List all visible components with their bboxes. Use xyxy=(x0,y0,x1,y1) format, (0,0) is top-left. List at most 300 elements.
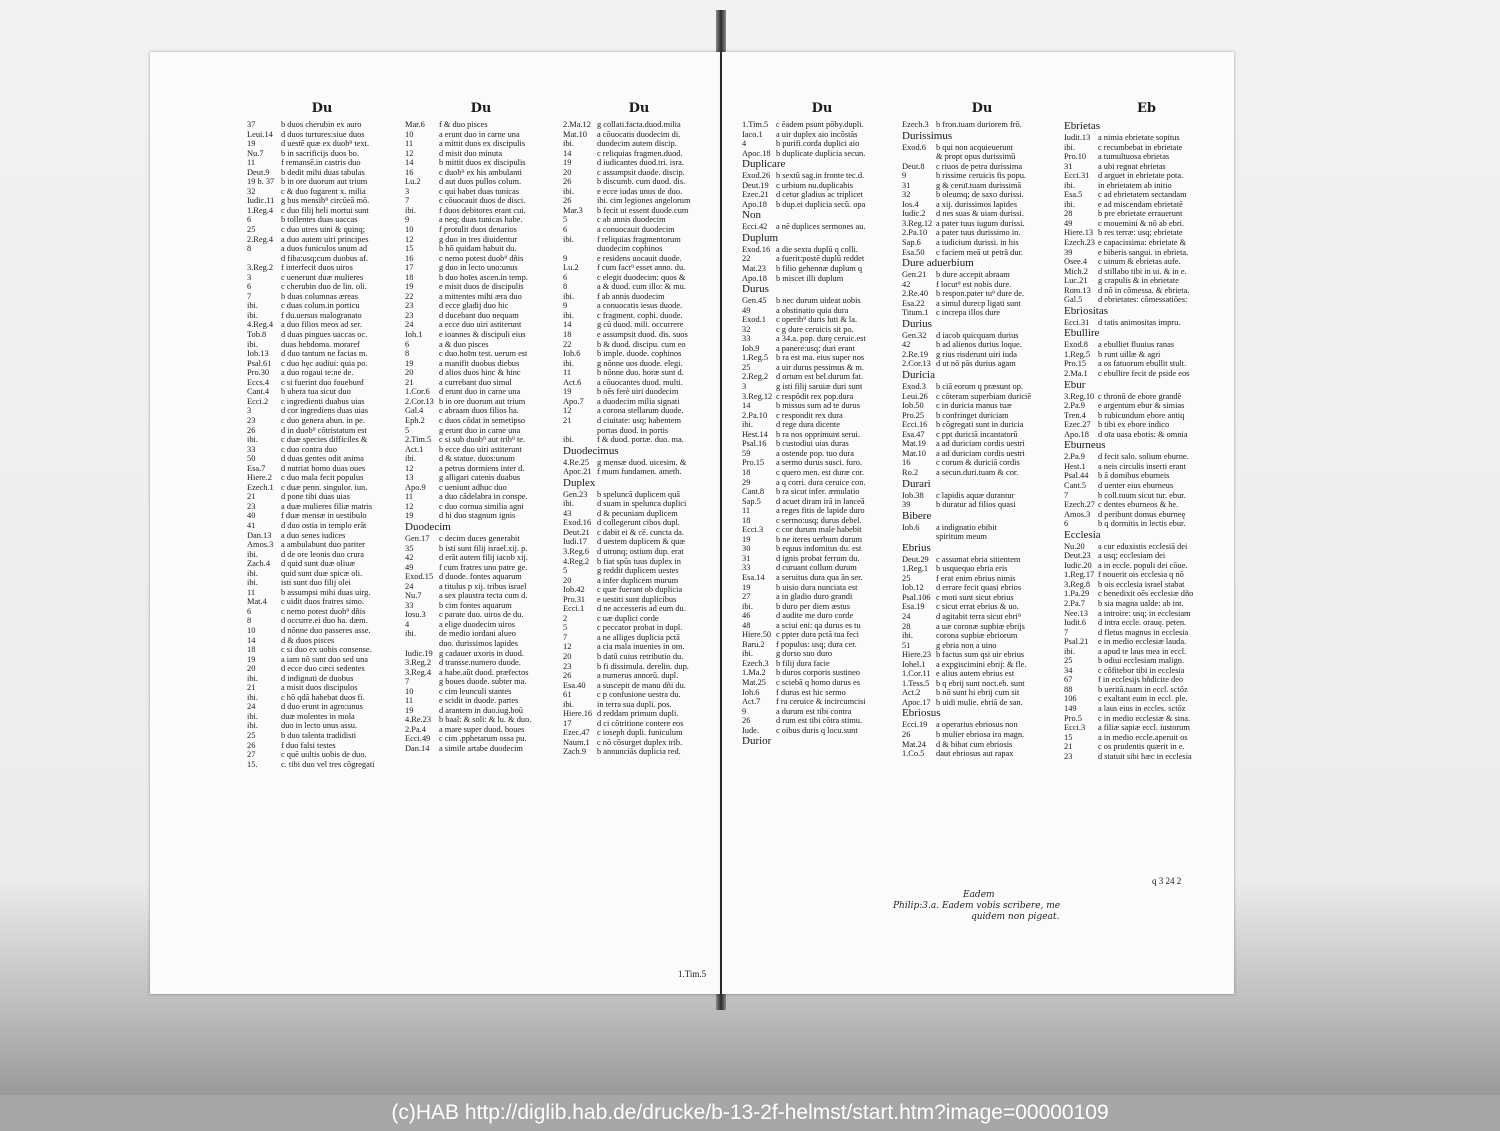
bible-reference: 4.Re.23 xyxy=(405,715,432,725)
quotation-text: b tollentes duas uaccas xyxy=(281,215,358,225)
quotation-text: d de ore leonis duo crura xyxy=(281,549,365,559)
concordance-line xyxy=(405,492,557,502)
quotation-text: d suam in spelunca duplici xyxy=(597,499,687,509)
concordance-line xyxy=(405,273,557,283)
concordance-line xyxy=(247,187,397,197)
concordance-line xyxy=(563,139,715,149)
quotation-text: c exaltant eum in eccl. ple. xyxy=(1098,694,1188,704)
quotation-text: b datū cuius retributio du. xyxy=(597,651,684,661)
concordance-line xyxy=(742,497,902,507)
bible-reference: 24 xyxy=(405,320,414,330)
quotation-text: d nōnne duo passeres asse. xyxy=(281,625,371,635)
quotation-text: a petrus dormiens inter d. xyxy=(439,463,525,473)
quotation-text: g bus mensib⁹ circūeā mō. xyxy=(281,196,370,206)
bible-reference: 2.Ma.12 xyxy=(563,120,591,129)
concordance-line xyxy=(1064,181,1229,191)
entry-heading-text: Eburneus xyxy=(1064,439,1106,452)
quotation-text: a ebulliet fluuius ranas xyxy=(1098,340,1175,350)
quotation-text: a tumultuosa ebrietas xyxy=(1098,152,1170,162)
bible-reference: 31 xyxy=(742,553,751,563)
concordance-line xyxy=(902,411,1062,421)
quotation-text: d statuit sibi hæc in ecclesia xyxy=(1098,751,1192,761)
quotation-text: d oīa uasa ebotis: & omnia xyxy=(1098,429,1188,439)
quotation-text: c cōteram superbiam duriciē xyxy=(936,391,1032,401)
quotation-text: c nō cōsurget duplex trib. xyxy=(597,737,683,747)
bible-reference: ibi. xyxy=(1064,199,1075,209)
concordance-line xyxy=(563,435,715,445)
concordance-line xyxy=(742,563,902,573)
quotation-text: a duo cādelabra in conspe. xyxy=(439,492,528,502)
quotation-text: de medio iordani alueo xyxy=(439,629,516,639)
quotation-text: c assumat ebria sitientem xyxy=(936,554,1021,564)
concordance-line xyxy=(902,350,1062,360)
concordance-line xyxy=(247,531,397,541)
quotation-text: d aut duos pullos colum. xyxy=(439,177,522,187)
bible-reference: 19 b. 37 xyxy=(247,177,275,187)
concordance-line xyxy=(247,406,397,416)
bible-reference: 2.Re.40 xyxy=(902,289,929,299)
quotation-text: a in eccle. populi dei cōue. xyxy=(1098,560,1188,570)
bible-reference: Apoc.21 xyxy=(563,467,592,477)
bible-reference: Ecci.31 xyxy=(1064,317,1090,327)
bible-reference: Iaco.1 xyxy=(742,129,763,139)
concordance-line xyxy=(742,478,902,488)
bible-reference: 2.Pa.9 xyxy=(1064,401,1085,411)
quotation-text: b usquequo ebria eris xyxy=(936,564,1008,574)
quotation-text: d fiba:usq;cum duobus af. xyxy=(281,253,368,263)
concordance-line xyxy=(563,604,715,614)
concordance-line xyxy=(563,652,715,662)
concordance-line xyxy=(902,593,1062,603)
quotation-text: duæ molentes in mola xyxy=(281,711,355,721)
concordance-line xyxy=(563,537,715,547)
concordance-line xyxy=(405,340,557,350)
concordance-line xyxy=(247,426,397,436)
bible-reference: Iohel.1 xyxy=(902,659,926,669)
bible-reference: 21 xyxy=(247,683,256,693)
bible-reference: Psal.21 xyxy=(1064,637,1089,647)
bible-reference: 23 xyxy=(247,501,256,511)
quotation-text: b ra est ma. eius super nos xyxy=(776,353,865,363)
concordance-line xyxy=(405,225,557,235)
bible-reference: 21 xyxy=(247,492,256,502)
bible-reference: 14 xyxy=(247,635,256,645)
bible-reference: Iudi.17 xyxy=(563,537,587,547)
bible-reference: 22 xyxy=(742,254,751,264)
quotation-text: duodecim cophinos xyxy=(597,244,663,254)
quotation-text: f reliquias fragmentorum xyxy=(597,234,681,244)
entry-heading-text: Durissimus xyxy=(902,129,953,142)
bible-reference: 106 xyxy=(1064,694,1077,704)
quotation-text: a cia mala inuenies in om. xyxy=(597,642,685,652)
entry-heading xyxy=(1064,120,1229,133)
entry-heading xyxy=(902,257,1062,270)
concordance-line xyxy=(742,222,902,232)
quotation-text: b dedit mihi duas tabulas xyxy=(281,167,365,177)
bible-reference: Iob.13 xyxy=(247,349,269,359)
concordance-line xyxy=(1064,589,1229,599)
bible-reference: Deut.21 xyxy=(563,527,590,537)
quotation-text: a neq; duas tunicas habe. xyxy=(439,215,523,225)
bible-reference: Gal.5 xyxy=(1064,295,1083,305)
column-5 xyxy=(902,100,1062,759)
quotation-text: c ab annis duodecim xyxy=(597,215,666,225)
concordance-line xyxy=(1064,618,1229,628)
concordance-line xyxy=(742,621,902,631)
concordance-line xyxy=(1064,580,1229,590)
concordance-line xyxy=(742,334,902,344)
quotation-text: b filio gehennæ duplum q xyxy=(776,264,863,274)
concordance-line xyxy=(1064,714,1229,724)
quotation-text: a nimia ebrietate sopitus xyxy=(1098,133,1180,142)
quotation-text: a iam nō sunt duo sed una xyxy=(281,654,368,664)
concordance-line xyxy=(405,263,557,273)
bible-reference: 28 xyxy=(1064,209,1073,219)
concordance-line xyxy=(1064,462,1229,472)
concordance-line xyxy=(247,559,397,569)
quotation-text: b ra nos opprimunt serui. xyxy=(776,429,860,439)
quotation-text: b miscet illi duplum xyxy=(776,273,844,283)
bible-reference: 24 xyxy=(902,611,911,621)
bible-reference: Hiere.16 xyxy=(563,709,593,719)
entry-heading-text: Ebrietas xyxy=(1064,120,1101,132)
bible-reference: 3.Reg.8 xyxy=(1064,579,1091,589)
entry-heading-text: Non xyxy=(742,209,761,222)
quotation-text: a obstinatio quia dura xyxy=(776,305,849,315)
bible-reference: Iudit.6 xyxy=(1064,618,1087,628)
entry-heading xyxy=(742,209,902,222)
concordance-line xyxy=(405,582,557,592)
concordance-line xyxy=(247,636,397,646)
concordance-line xyxy=(247,368,397,378)
quotation-text: b oēs ferè uiri duodecim xyxy=(597,387,679,397)
concordance-line xyxy=(563,397,715,407)
concordance-line xyxy=(405,168,557,178)
quotation-text: c sciebā q homo durus es xyxy=(776,677,860,687)
quotation-text: a erunt duo in carne una xyxy=(439,129,520,139)
bible-reference: Esa.5 xyxy=(1064,190,1083,200)
bible-reference: Sap.6 xyxy=(902,238,921,248)
bible-reference: ibi. xyxy=(247,711,258,721)
bible-reference: 33 xyxy=(742,563,751,573)
concordance-line xyxy=(563,595,715,605)
bible-reference: Cant.8 xyxy=(742,487,765,497)
concordance-line xyxy=(1064,171,1229,181)
quotation-text: b ra sicut infer. æmulatio xyxy=(776,487,860,497)
concordance-line xyxy=(405,397,557,407)
concordance-line xyxy=(742,602,902,612)
quotation-text: f in ecclesijs bñdicite deo xyxy=(1098,675,1184,685)
concordance-line xyxy=(1064,752,1229,762)
entry-heading-text: Bibere xyxy=(902,509,932,522)
quotation-text: d agitabit terra sicut ebri⁹ xyxy=(936,611,1021,621)
bible-reference: Nu.7 xyxy=(405,591,422,601)
bible-reference: Nee.13 xyxy=(1064,608,1088,618)
concordance-line xyxy=(1064,369,1229,379)
quotation-text: c recumbebat in ebrietate xyxy=(1098,142,1183,152)
quotation-text: c. tibi duo vel tres cōgregati xyxy=(281,759,375,769)
concordance-line xyxy=(902,641,1062,651)
quotation-text: duodecim autem discip. xyxy=(597,139,677,149)
quotation-text: b runt uillæ & agri xyxy=(1098,349,1161,359)
concordance-line xyxy=(563,633,715,643)
quotation-text: a durum est tibi contra xyxy=(776,706,852,716)
bible-reference: 6 xyxy=(405,339,410,349)
concordance-line xyxy=(247,760,397,770)
concordance-line xyxy=(247,359,397,369)
bible-reference: 42 xyxy=(405,553,414,563)
quotation-text: g alligari catenis duabus xyxy=(439,473,521,483)
quotation-text: c parate duo. uiros de du. xyxy=(439,610,524,620)
concordance-line xyxy=(563,301,715,311)
quotation-text: d in duob⁹ cōtristatum est xyxy=(281,425,367,435)
quotation-text: d duas pingues uaccas oc. xyxy=(281,330,368,340)
bible-reference: 1.Reg.1 xyxy=(902,564,929,574)
bible-reference: 21 xyxy=(1064,742,1073,752)
concordance-line xyxy=(742,245,902,255)
quotation-text: c cherubin duo de lin. oli. xyxy=(281,282,367,292)
concordance-line xyxy=(563,728,715,738)
bible-reference: Psal.16 xyxy=(742,439,767,449)
quotation-text: d arguet in ebrietate pota. xyxy=(1098,171,1184,181)
quotation-text: d uenter eius eburneus xyxy=(1098,480,1174,490)
quotation-text: c cōfitebor tibi in ecclesia xyxy=(1098,665,1185,675)
bible-reference: 46 xyxy=(742,611,751,621)
bible-reference: Esa.22 xyxy=(902,298,925,308)
bible-reference: 10 xyxy=(405,129,414,139)
bible-reference: Zach.9 xyxy=(563,747,587,757)
concordance-line xyxy=(405,629,557,639)
bible-reference: 2.Pa.10 xyxy=(902,228,928,238)
concordance-line xyxy=(247,139,397,149)
concordance-line xyxy=(247,578,397,588)
concordance-line xyxy=(563,426,715,436)
bible-reference: 43 xyxy=(563,508,572,518)
concordance-line xyxy=(902,602,1062,612)
quotation-text: b ubera tua sicut duo xyxy=(281,387,351,397)
concordance-line xyxy=(1064,666,1229,676)
bible-reference: Pro.15 xyxy=(742,458,765,468)
concordance-line xyxy=(563,614,715,624)
quotation-text: spiritum meum xyxy=(936,532,987,542)
quotation-text: f du.uersus malogranato xyxy=(281,310,362,320)
concordance-line xyxy=(742,458,902,468)
bible-reference: Iudic.2 xyxy=(902,209,926,219)
bible-reference: 18 xyxy=(405,272,414,282)
concordance-line xyxy=(405,502,557,512)
bible-reference: Apo.9 xyxy=(405,482,426,492)
quotation-text: d errare fecit quasi ebrios xyxy=(936,583,1022,593)
concordance-line xyxy=(742,697,902,707)
bible-reference: 23 xyxy=(405,310,414,320)
quotation-text: d uestem duplicem & quæ xyxy=(597,537,685,547)
concordance-line xyxy=(1064,694,1229,704)
concordance-line xyxy=(563,254,715,264)
concordance-line xyxy=(563,196,715,206)
bible-reference: 14 xyxy=(742,401,751,411)
concordance-line xyxy=(563,215,715,225)
quotation-text: c ppter dura pctā tua feci xyxy=(776,630,860,640)
quotation-text: d ci cōtritione contere eos xyxy=(597,718,684,728)
bible-reference: 11 xyxy=(742,506,751,516)
quotation-text: b confringet duriciam xyxy=(936,410,1009,420)
concordance-line xyxy=(742,678,902,688)
concordance-line xyxy=(1064,350,1229,360)
concordance-line xyxy=(405,301,557,311)
bible-reference: 11 xyxy=(247,158,256,168)
quotation-text: d tatis animositas impru. xyxy=(1098,317,1181,327)
bible-reference: 42 xyxy=(902,279,911,289)
quotation-text: a 34.a. pop. durę ceruic.est xyxy=(776,334,866,344)
concordance-line xyxy=(247,387,397,397)
bible-reference: Ecci.31 xyxy=(1064,171,1090,181)
quotation-text: c si duo ex uobis consense. xyxy=(281,645,372,655)
quotation-text: duo. durissimos lapides xyxy=(439,638,518,648)
bible-reference: 19 xyxy=(405,358,414,368)
concordance-line xyxy=(742,315,902,325)
bible-reference xyxy=(563,244,597,254)
bible-reference: ibi. xyxy=(247,692,258,702)
quotation-text: a elige duodecim uiros xyxy=(439,619,516,629)
bible-reference: Gal.4 xyxy=(405,406,424,416)
bible-reference: Leui.14 xyxy=(247,129,273,139)
bible-reference: 20 xyxy=(563,651,572,661)
bible-reference: 14 xyxy=(563,320,572,330)
quotation-text: b duro per diem æstus xyxy=(776,601,850,611)
entry-heading xyxy=(1064,529,1229,542)
concordance-line xyxy=(247,225,397,235)
bible-reference: 25 xyxy=(742,362,751,372)
quotation-text: d ebrietates: cōmessatiōes: xyxy=(1098,295,1188,305)
concordance-line xyxy=(247,588,397,598)
bible-reference: 10 xyxy=(405,225,414,235)
quotation-text: b respon.pater tu⁹ dure de. xyxy=(936,289,1025,299)
quotation-text: b cim fontes aquarum xyxy=(439,600,512,610)
quotation-text: b baal: & soli: & lu. & duo. xyxy=(439,715,532,725)
bible-reference: Hiere.50 xyxy=(742,630,772,640)
quotation-text: a filiæ sapiæ eccl. iustorum xyxy=(1098,723,1190,733)
bible-reference: Esa.50 xyxy=(902,247,925,257)
concordance-line xyxy=(247,177,397,187)
bible-reference: 7 xyxy=(1064,490,1069,500)
bible-reference: 4.Re.25 xyxy=(563,457,590,467)
concordance-line xyxy=(742,363,902,373)
quotation-text: d audite me duro corde xyxy=(776,611,854,621)
quotation-text: e ioannes & discipuli eius xyxy=(439,330,526,340)
entry-heading xyxy=(1064,379,1229,392)
concordance-line xyxy=(563,499,715,509)
concordance-line xyxy=(563,566,715,576)
bible-reference: 19 xyxy=(405,511,414,521)
bible-reference: Ioh.6 xyxy=(563,349,581,359)
bible-reference: Amos.3 xyxy=(1064,509,1091,519)
quotation-text: g nōnne uos duode. elegi. xyxy=(597,358,683,368)
quotation-text: a cōuocantes duod. multi. xyxy=(597,377,683,387)
bible-reference: 1.Pa.29 xyxy=(1064,589,1090,599)
concordance-line xyxy=(1064,704,1229,714)
bible-reference: 5 xyxy=(563,215,568,225)
quotation-text: f mum fundamen. ameth. xyxy=(597,467,682,477)
concordance-line xyxy=(742,726,902,736)
concordance-line xyxy=(742,506,902,516)
quotation-text: c duo cornua similia agni xyxy=(439,501,524,511)
bible-reference: Ecci.2 xyxy=(247,396,269,406)
concordance-line xyxy=(563,359,715,369)
quotation-text: d rum est tibi cōtra stimu. xyxy=(776,716,863,726)
concordance-line xyxy=(742,659,902,669)
concordance-line xyxy=(563,585,715,595)
quotation-text: b ne iteres uerbum durum xyxy=(776,534,863,544)
concordance-line xyxy=(902,430,1062,440)
quotation-text: b & duod. discipu. cum eo xyxy=(597,339,686,349)
concordance-line xyxy=(247,511,397,521)
quotation-text: e residens uocauit duode. xyxy=(597,253,682,263)
concordance-line xyxy=(902,449,1062,459)
concordance-line xyxy=(247,616,397,626)
bible-reference: 61 xyxy=(563,690,572,700)
concordance-line xyxy=(902,162,1062,172)
bible-reference: Gen.17 xyxy=(405,533,430,543)
quotation-text: c quē uultis uobis de duo. xyxy=(281,750,367,760)
concordance-line xyxy=(405,473,557,483)
bible-reference: Deut.9 xyxy=(247,167,270,177)
concordance-line xyxy=(902,392,1062,402)
quotation-text: a duo rogaui te:ne de. xyxy=(281,368,354,378)
quotation-text: d nes suas & uiam durissi. xyxy=(936,209,1024,219)
bible-reference: Pro.31 xyxy=(563,594,586,604)
concordance-line xyxy=(563,120,715,130)
bible-reference: 3.Reg.12 xyxy=(902,218,933,228)
concordance-line xyxy=(902,219,1062,229)
quotation-text: b q ebrij sunt noct.eb. sunt xyxy=(936,678,1025,688)
bible-reference: Hiere.2 xyxy=(247,473,272,483)
quotation-text: a sciui eni: qa durus es tu xyxy=(776,620,861,630)
concordance-line xyxy=(405,591,557,601)
concordance-line xyxy=(563,158,715,168)
quotation-text: c in medio ecclesiæ & sina. xyxy=(1098,713,1191,723)
concordance-line xyxy=(902,171,1062,181)
quotation-text: b hō quidam habuit du. xyxy=(439,244,517,254)
entry-heading xyxy=(1064,439,1229,452)
concordance-line xyxy=(902,749,1062,759)
bible-reference: Hiere.23 xyxy=(902,650,932,660)
bible-reference: 6 xyxy=(563,272,568,282)
bible-reference: Psal.44 xyxy=(1064,471,1089,481)
bible-reference: 67 xyxy=(1064,675,1073,685)
concordance-line xyxy=(742,306,902,316)
bible-reference: 19 xyxy=(563,158,572,168)
bible-reference: Pro.10 xyxy=(1064,152,1087,162)
concordance-line xyxy=(902,612,1062,622)
bible-reference: 3.Reg.12 xyxy=(742,391,773,401)
concordance-line xyxy=(563,747,715,757)
bible-reference: Mat.19 xyxy=(902,439,926,449)
concordance-line xyxy=(405,563,557,573)
concordance-line xyxy=(247,340,397,350)
quotation-text: d ducebant duo nequam xyxy=(439,310,519,320)
bible-reference: 40 xyxy=(247,511,256,521)
quotation-text: b ecce duo uiri astiterunt xyxy=(439,444,522,454)
bible-reference: Ecci.19 xyxy=(902,720,928,730)
bible-reference: ibi. xyxy=(1064,180,1075,190)
quotation-text: c uinum & ebrietas aufe. xyxy=(1098,257,1181,267)
quotation-text: d duos turtures:siue duos xyxy=(281,129,365,139)
concordance-line xyxy=(902,401,1062,411)
bible-reference: ibi. xyxy=(247,673,258,683)
concordance-line xyxy=(902,720,1062,730)
quotation-text: d nō in cōmessa. & ebrieta. xyxy=(1098,285,1190,295)
bible-reference: 8 xyxy=(405,349,410,359)
